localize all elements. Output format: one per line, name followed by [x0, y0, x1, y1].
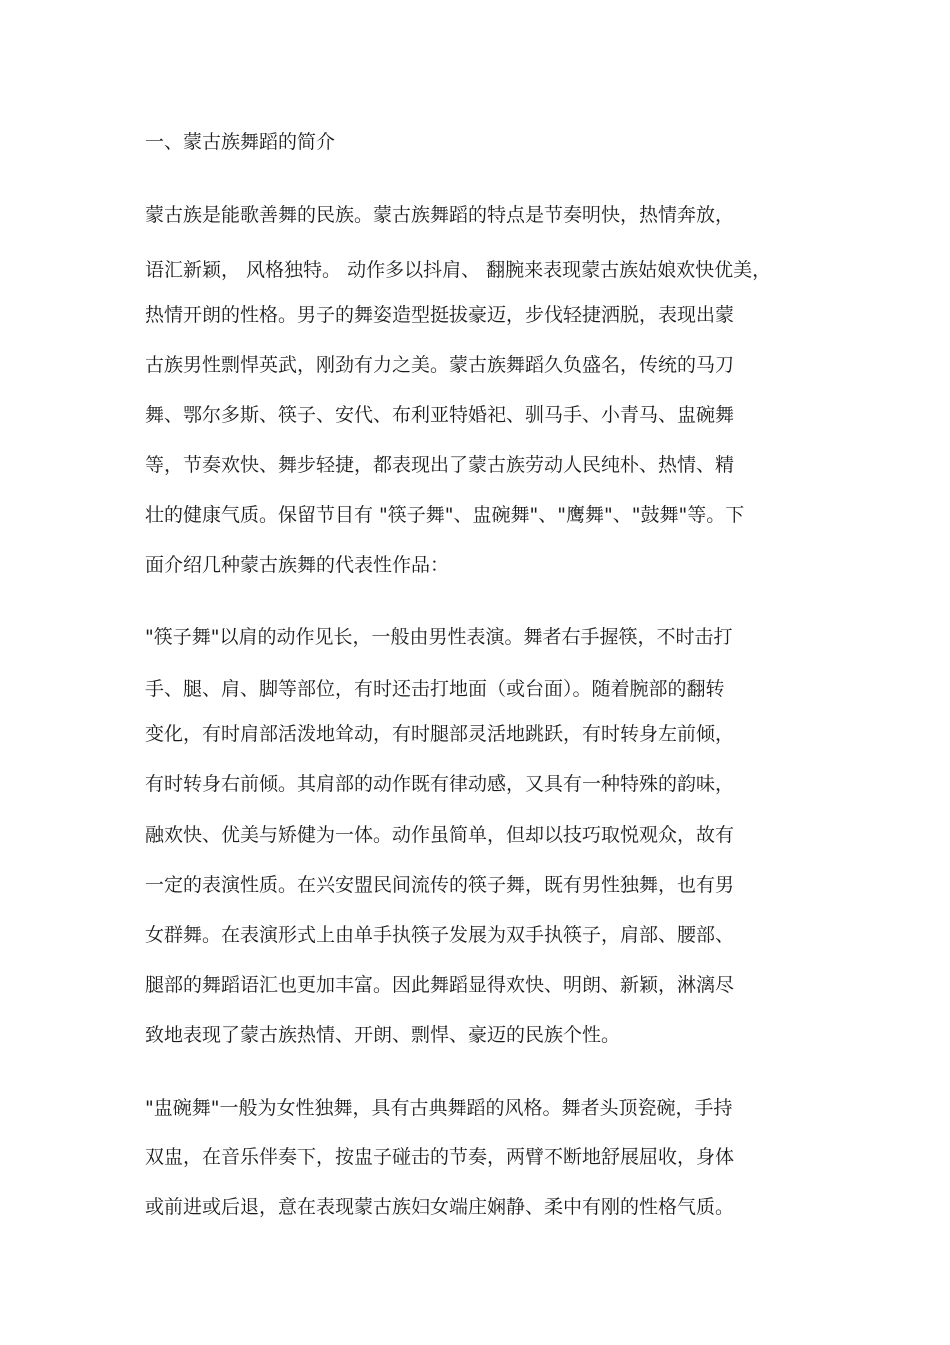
section-heading: 一、蒙古族舞蹈的简介	[145, 131, 336, 153]
paragraph-3-line-1: "盅碗舞"一般为女性独舞，具有古典舞蹈的风格。舞者头顶瓷碗，手持	[145, 1097, 733, 1119]
paragraph-2-line-5: 融欢快、优美与矫健为一体。动作虽简单，但却以技巧取悦观众，故有	[145, 824, 735, 846]
paragraph-2-line-6: 一定的表演性质。在兴安盟民间流传的筷子舞，既有男性独舞，也有男	[145, 874, 735, 896]
paragraph-1-line-6: 等，节奏欢快、舞步轻捷，都表现出了蒙古族劳动人民纯朴、热情、精	[145, 454, 735, 476]
paragraph-2-line-4: 有时转身右前倾。其肩部的动作既有律动感，又具有一种特殊的韵味，	[145, 773, 735, 795]
paragraph-1-line-7: 壮的健康气质。保留节目有 "筷子舞"、盅碗舞"、"鹰舞"、"鼓舞"等。下	[145, 504, 745, 526]
paragraph-1-line-8: 面介绍几种蒙古族舞的代表性作品：	[145, 554, 450, 576]
paragraph-1-line-2: 语汇新颖， 风格独特。 动作多以抖肩、 翻腕来表现蒙古族姑娘欢快优美，	[145, 259, 772, 281]
paragraph-2-line-9: 致地表现了蒙古族热情、开朗、剽悍、豪迈的民族个性。	[145, 1024, 621, 1046]
paragraph-2-line-1: "筷子舞"以肩的动作见长，一般由男性表演。舞者右手握筷，不时击打	[145, 626, 733, 648]
paragraph-1-line-5: 舞、鄂尔多斯、筷子、安代、布利亚特婚祀、驯马手、小青马、盅碗舞	[145, 404, 735, 426]
paragraph-2-line-7: 女群舞。在表演形式上由单手执筷子发展为双手执筷子，肩部、腰部、	[145, 924, 735, 946]
paragraph-2-line-3: 变化，有时肩部活泼地耸动，有时腿部灵活地跳跃，有时转身左前倾，	[145, 723, 735, 745]
paragraph-1-line-1: 蒙古族是能歌善舞的民族。蒙古族舞蹈的特点是节奏明快，热情奔放，	[145, 204, 735, 226]
paragraph-3-line-2: 双盅，在音乐伴奏下，按盅子碰击的节奏，两臂不断地舒展屈收，身体	[145, 1146, 735, 1168]
paragraph-3-line-3: 或前进或后退，意在表现蒙古族妇女端庄娴静、柔中有刚的性格气质。	[145, 1196, 735, 1218]
paragraph-2-line-8: 腿部的舞蹈语汇也更加丰富。因此舞蹈显得欢快、明朗、新颖，淋漓尽	[145, 974, 735, 996]
paragraph-1-line-4: 古族男性剽悍英武，刚劲有力之美。蒙古族舞蹈久负盛名，传统的马刀	[145, 354, 735, 376]
paragraph-2-line-2: 手、腿、肩、脚等部位，有时还击打地面（或台面）。随着腕部的翻转	[145, 678, 725, 700]
paragraph-1-line-3: 热情开朗的性格。男子的舞姿造型挺拔豪迈，步伐轻捷洒脱，表现出蒙	[145, 304, 735, 326]
